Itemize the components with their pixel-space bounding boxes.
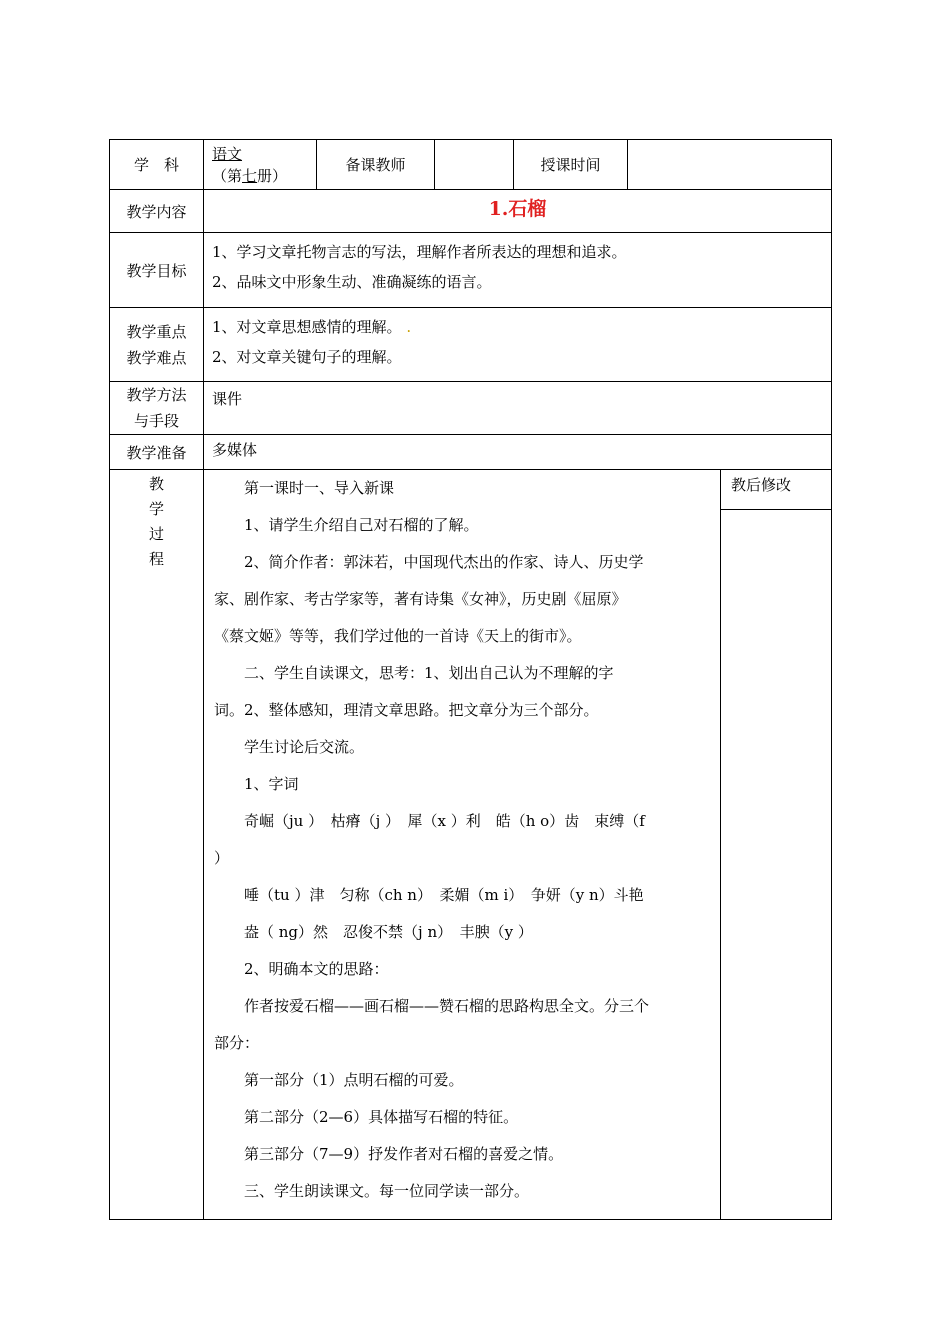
methods-row xyxy=(110,382,832,435)
process-line: 学生讨论后交流。 xyxy=(244,738,365,756)
content-label: 教学内容 xyxy=(110,190,204,233)
process-line: 盎（ ng）然 忍俊不禁（j n） 丰腴（y ） xyxy=(244,923,533,941)
time-label: 授课时间 xyxy=(514,140,628,190)
process-line: 2、简介作者：郭沫若，中国现代杰出的作家、诗人、历史学 xyxy=(244,553,644,571)
methods-label xyxy=(110,382,204,435)
keypoints-label xyxy=(110,308,204,382)
keypoints-label-line1: 教学重点 xyxy=(126,322,187,341)
lesson-plan-table xyxy=(109,139,832,1220)
process-line: 作者按爱石榴——画石榴——赞石榴的思路构思全文。分三个 xyxy=(244,997,650,1015)
process-line: 第二部分（2—6）具体描写石榴的特征。 xyxy=(244,1108,519,1126)
volume-prefix: （第 xyxy=(212,166,243,185)
revision-area xyxy=(721,510,831,1219)
process-label-char: 程 xyxy=(148,550,164,568)
process-row xyxy=(110,470,832,1220)
preparation-value: 多媒体 xyxy=(204,435,832,470)
process-label xyxy=(110,470,204,1220)
revision-column xyxy=(721,470,832,1220)
methods-label-line1: 教学方法 xyxy=(126,386,187,404)
revision-label: 教后修改 xyxy=(721,470,831,510)
lesson-title: 1.石榴 xyxy=(204,190,832,233)
preparation-label: 教学准备 xyxy=(110,435,204,470)
subject-value xyxy=(204,140,317,190)
volume-number: 七 xyxy=(242,166,258,185)
subject-name: 语文 xyxy=(212,144,243,163)
process-label-char: 学 xyxy=(148,500,164,518)
teacher-value xyxy=(435,140,514,190)
time-value xyxy=(628,140,832,190)
goals-content xyxy=(204,233,832,308)
goals-label: 教学目标 xyxy=(110,233,204,308)
content-row xyxy=(110,190,832,233)
goal-item: 1、学习文章托物言志的写法，理解作者所表达的理想和追求。 xyxy=(212,243,627,261)
process-line: 《蔡文姬》等等，我们学过他的一首诗《天上的街市》。 xyxy=(214,627,582,645)
subject-label: 学 科 xyxy=(110,140,204,190)
process-line: 家、剧作家、考古学家等，著有诗集《女神》，历史剧《屈原》 xyxy=(214,590,627,608)
process-line: 第三部分（7—9）抒发作者对石榴的喜爱之情。 xyxy=(244,1145,564,1163)
process-line: 二、学生自读课文，思考：1、划出自己认为不理解的字 xyxy=(244,664,614,682)
process-lines xyxy=(214,470,712,1210)
process-line: 1、请学生介绍自己对石榴的了解。 xyxy=(244,516,479,534)
process-line: 词。2、整体感知，理清文章思路。把文章分为三个部分。 xyxy=(214,701,599,719)
process-line: 第一部分（1）点明石榴的可爱。 xyxy=(244,1071,464,1089)
keypoint-item xyxy=(212,312,823,342)
subject-volume xyxy=(212,165,308,187)
goals-row xyxy=(110,233,832,308)
keypoint-text: 1、对文章思想感情的理解。 xyxy=(212,318,402,336)
teacher-label: 备课教师 xyxy=(317,140,435,190)
volume-suffix: 册） xyxy=(257,166,288,185)
keypoints-row xyxy=(110,308,832,382)
keypoints-label-line2: 教学难点 xyxy=(126,348,187,367)
process-line: 奇崛（ju ） 枯瘠（j ） 犀（x ）利 皓（h o）齿 束缚（f xyxy=(244,812,645,830)
process-line: 部分： xyxy=(214,1034,260,1052)
process-label-char: 过 xyxy=(148,525,164,543)
process-line: 第一课时一、导入新课 xyxy=(244,479,395,497)
process-line: 三、学生朗读课文。每一位同学读一部分。 xyxy=(244,1182,530,1200)
keypoints-content xyxy=(204,308,832,382)
methods-label-line2: 与手段 xyxy=(133,412,179,430)
process-line: 1、字词 xyxy=(244,775,299,793)
header-row xyxy=(110,140,832,190)
methods-value: 课件 xyxy=(204,382,832,435)
process-line: ） xyxy=(214,849,230,867)
process-label-char: 教 xyxy=(148,475,164,493)
preparation-row xyxy=(110,435,832,470)
keypoint-item: 2、对文章关键句子的理解。 xyxy=(212,348,402,366)
mark-dot: . xyxy=(401,318,412,336)
process-content xyxy=(204,470,721,1220)
process-line: 2、明确本文的思路： xyxy=(244,960,389,978)
goal-item: 2、品味文中形象生动、准确凝练的语言。 xyxy=(212,273,492,291)
process-line: 唾（tu ）津 匀称（ch n） 柔媚（m i） 争妍（y n）斗艳 xyxy=(244,886,644,904)
